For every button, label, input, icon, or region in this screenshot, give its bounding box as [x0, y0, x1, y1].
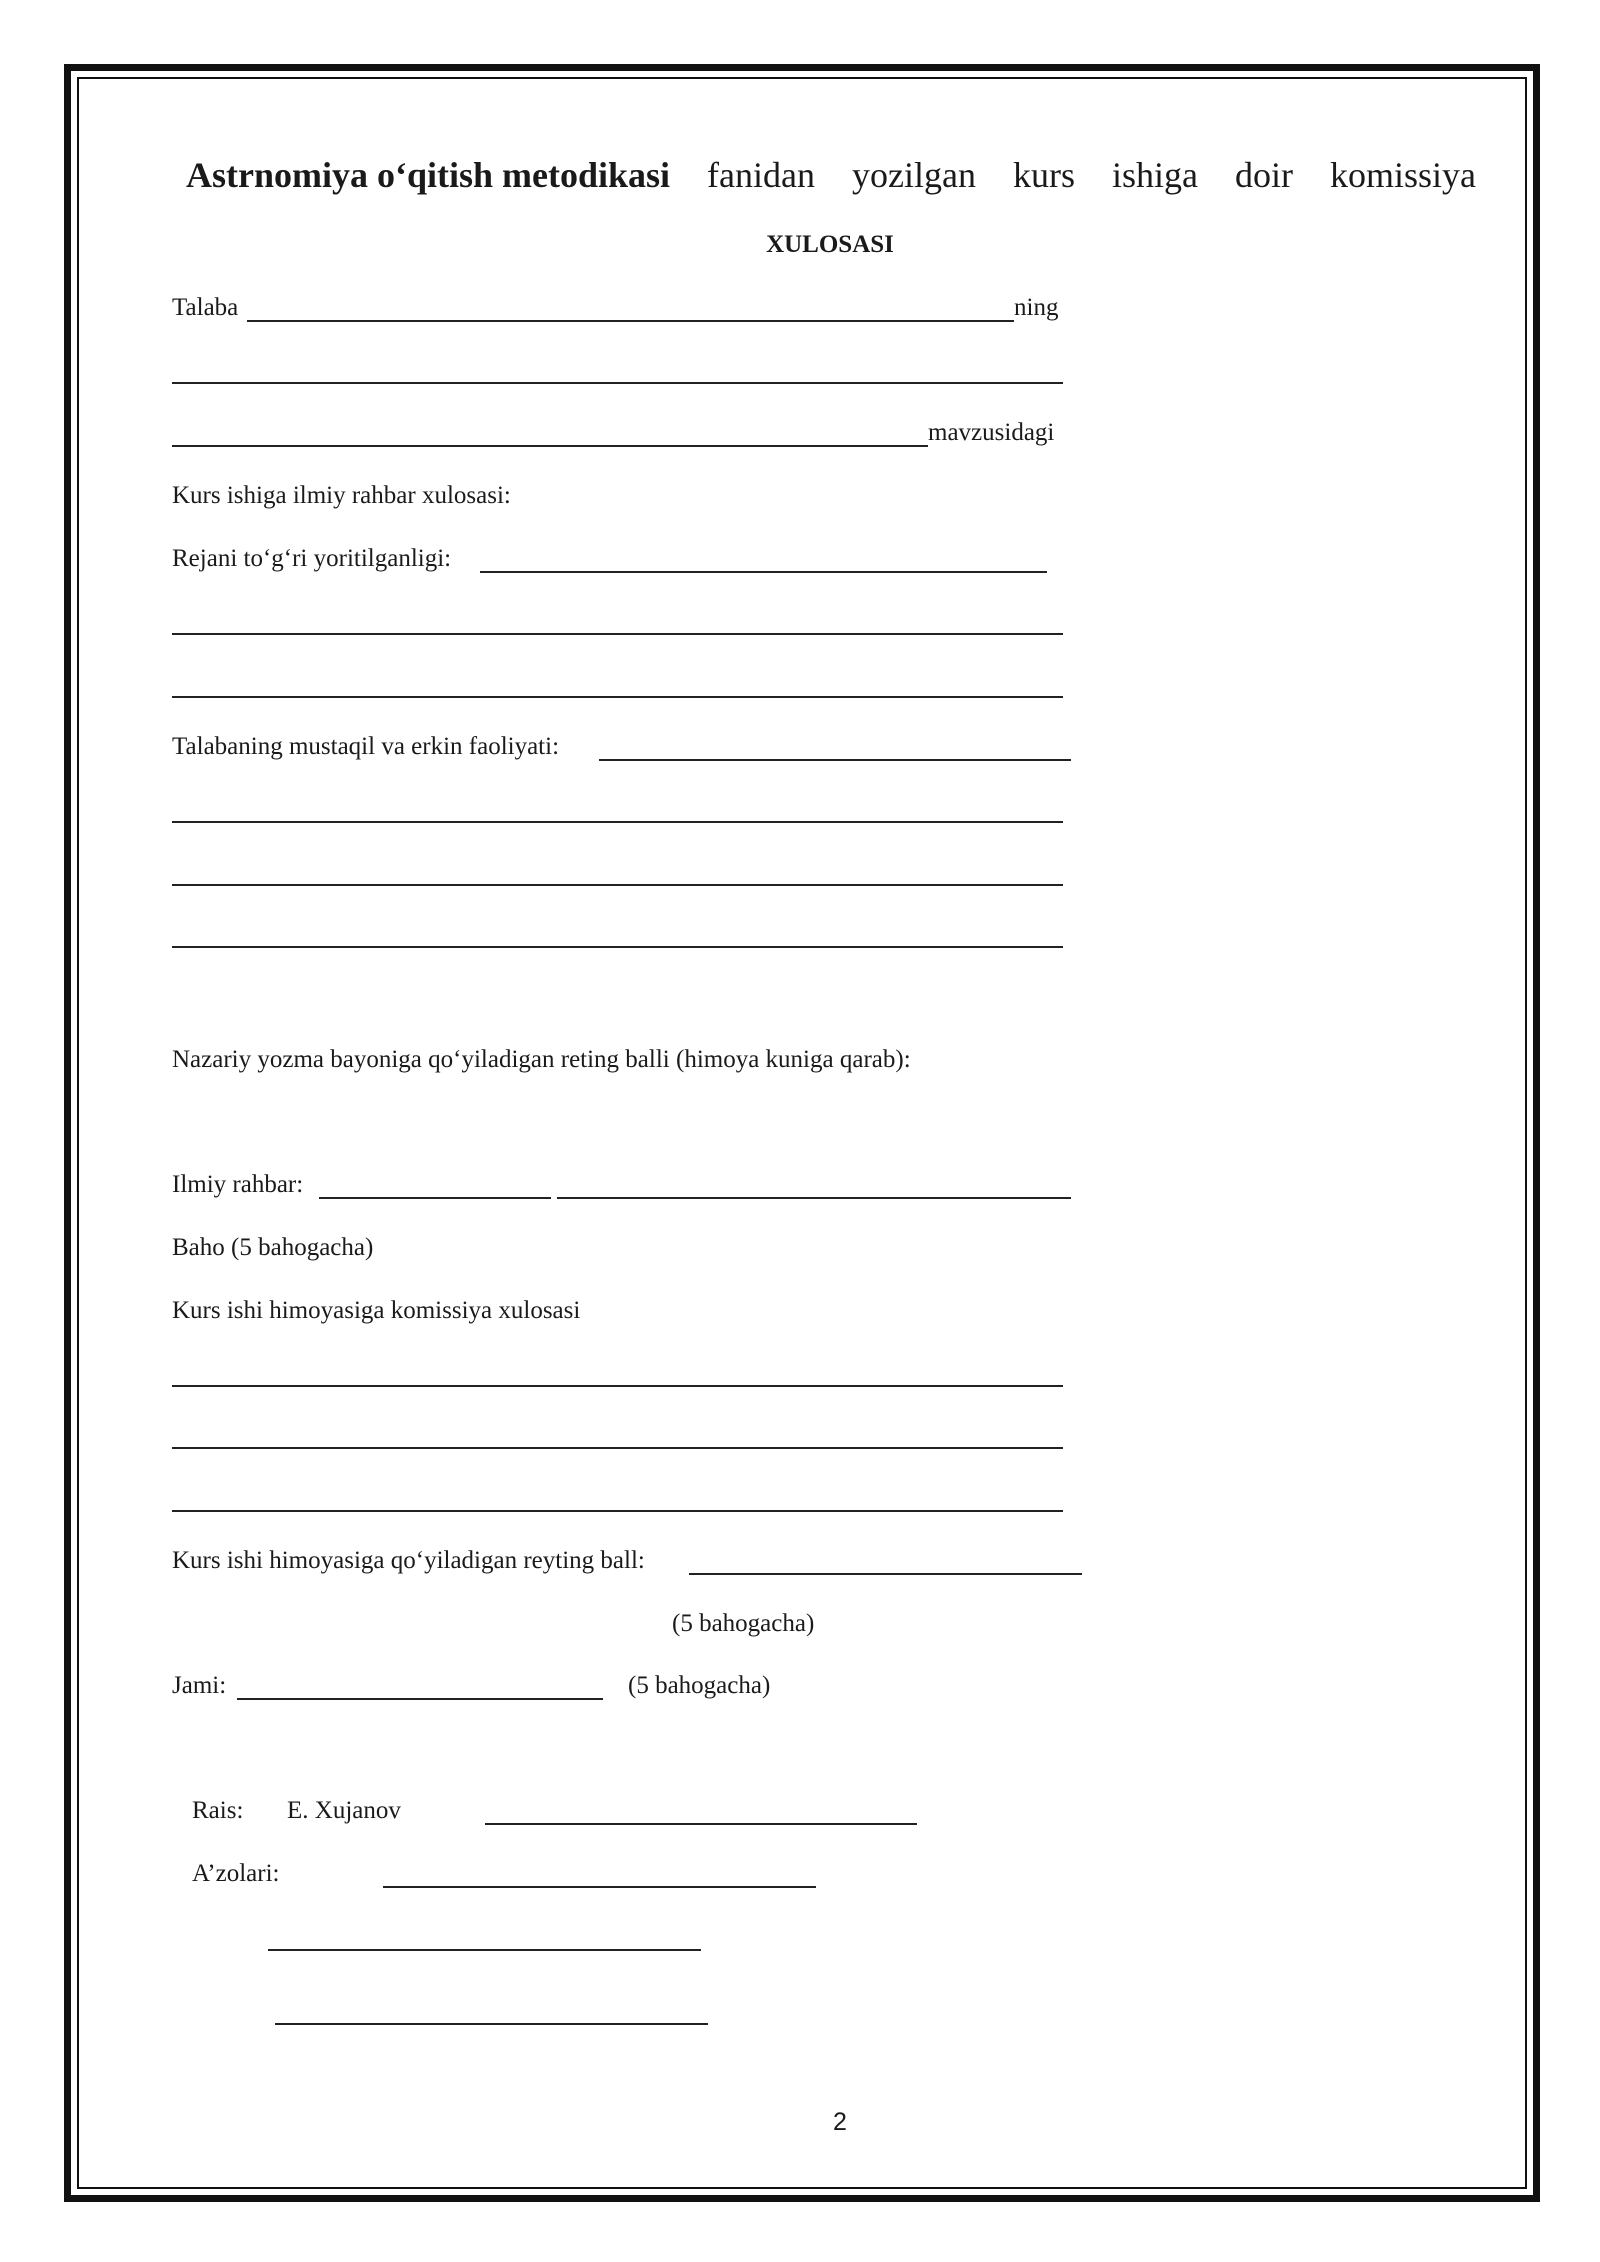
student-suffix: ning [1014, 294, 1059, 321]
plan-coverage-label: Rejani to‘g‘ri yoritilganligi: [172, 545, 452, 572]
blank-line[interactable] [172, 696, 1063, 698]
document-title [186, 150, 1476, 200]
student-name-line[interactable] [247, 320, 1014, 322]
topic-line[interactable] [172, 445, 928, 447]
total-note: (5 bahogacha) [628, 1672, 771, 1699]
supervisor-signature-line[interactable] [557, 1197, 1071, 1199]
title-word: fanidan [707, 155, 815, 195]
blank-line[interactable] [172, 1510, 1063, 1512]
independent-activity-label: Talabaning mustaqil va erkin faoliyati: [172, 733, 560, 760]
title-subject: Astrnomiya o‘qitish metodikasi [186, 155, 671, 195]
blank-line[interactable] [172, 884, 1063, 886]
grade-label: Baho (5 bahogacha) [172, 1234, 374, 1261]
commission-conclusion-label: Kurs ishi himoyasiga komissiya xulosasi [172, 1297, 581, 1324]
plan-coverage-line[interactable] [480, 571, 1047, 573]
supervisor-label: Ilmiy rahbar: [172, 1171, 304, 1198]
title-word: kurs [1012, 155, 1075, 195]
chair-signature-line[interactable] [485, 1823, 917, 1825]
supervisor-conclusion-label: Kurs ishiga ilmiy rahbar xulosasi: [172, 482, 511, 509]
topic-suffix: mavzusidagi [928, 419, 1055, 446]
title-word: yozilgan [851, 155, 976, 195]
blank-line[interactable] [172, 633, 1063, 635]
blank-line[interactable] [172, 1447, 1063, 1449]
defense-rating-label: Kurs ishi himoyasiga qo‘yiladigan reyting ball: [172, 1547, 645, 1574]
chair-label: Rais: [192, 1797, 244, 1824]
title-word: doir [1234, 155, 1293, 195]
blank-line[interactable] [172, 821, 1063, 823]
total-line[interactable] [237, 1698, 603, 1700]
members-label: A’zolari: [192, 1860, 280, 1887]
member-signature-line[interactable] [383, 1886, 816, 1888]
supervisor-name-line[interactable] [319, 1197, 551, 1199]
independent-activity-line[interactable] [599, 759, 1071, 761]
member-signature-line[interactable] [275, 2023, 708, 2025]
defense-rating-line[interactable] [689, 1573, 1082, 1575]
blank-line[interactable] [172, 382, 1063, 384]
page-number: 2 [833, 2108, 847, 2136]
blank-line[interactable] [172, 1385, 1063, 1387]
defense-rating-note: (5 bahogacha) [672, 1610, 815, 1637]
student-label: Talaba [172, 294, 239, 321]
page-border-inner [77, 77, 1527, 2189]
chair-name: E. Xujanov [287, 1797, 401, 1824]
member-signature-line[interactable] [268, 1949, 701, 1951]
title-word: ishiga [1111, 155, 1198, 195]
title-word: komissiya [1329, 155, 1476, 195]
total-label: Jami: [172, 1672, 227, 1699]
document-subtitle: XULOSASI [766, 231, 894, 258]
blank-line[interactable] [172, 946, 1063, 948]
theory-rating-label: Nazariy yozma bayoniga qo‘yiladigan reting balli (himoya kuniga qarab): [172, 1046, 911, 1073]
